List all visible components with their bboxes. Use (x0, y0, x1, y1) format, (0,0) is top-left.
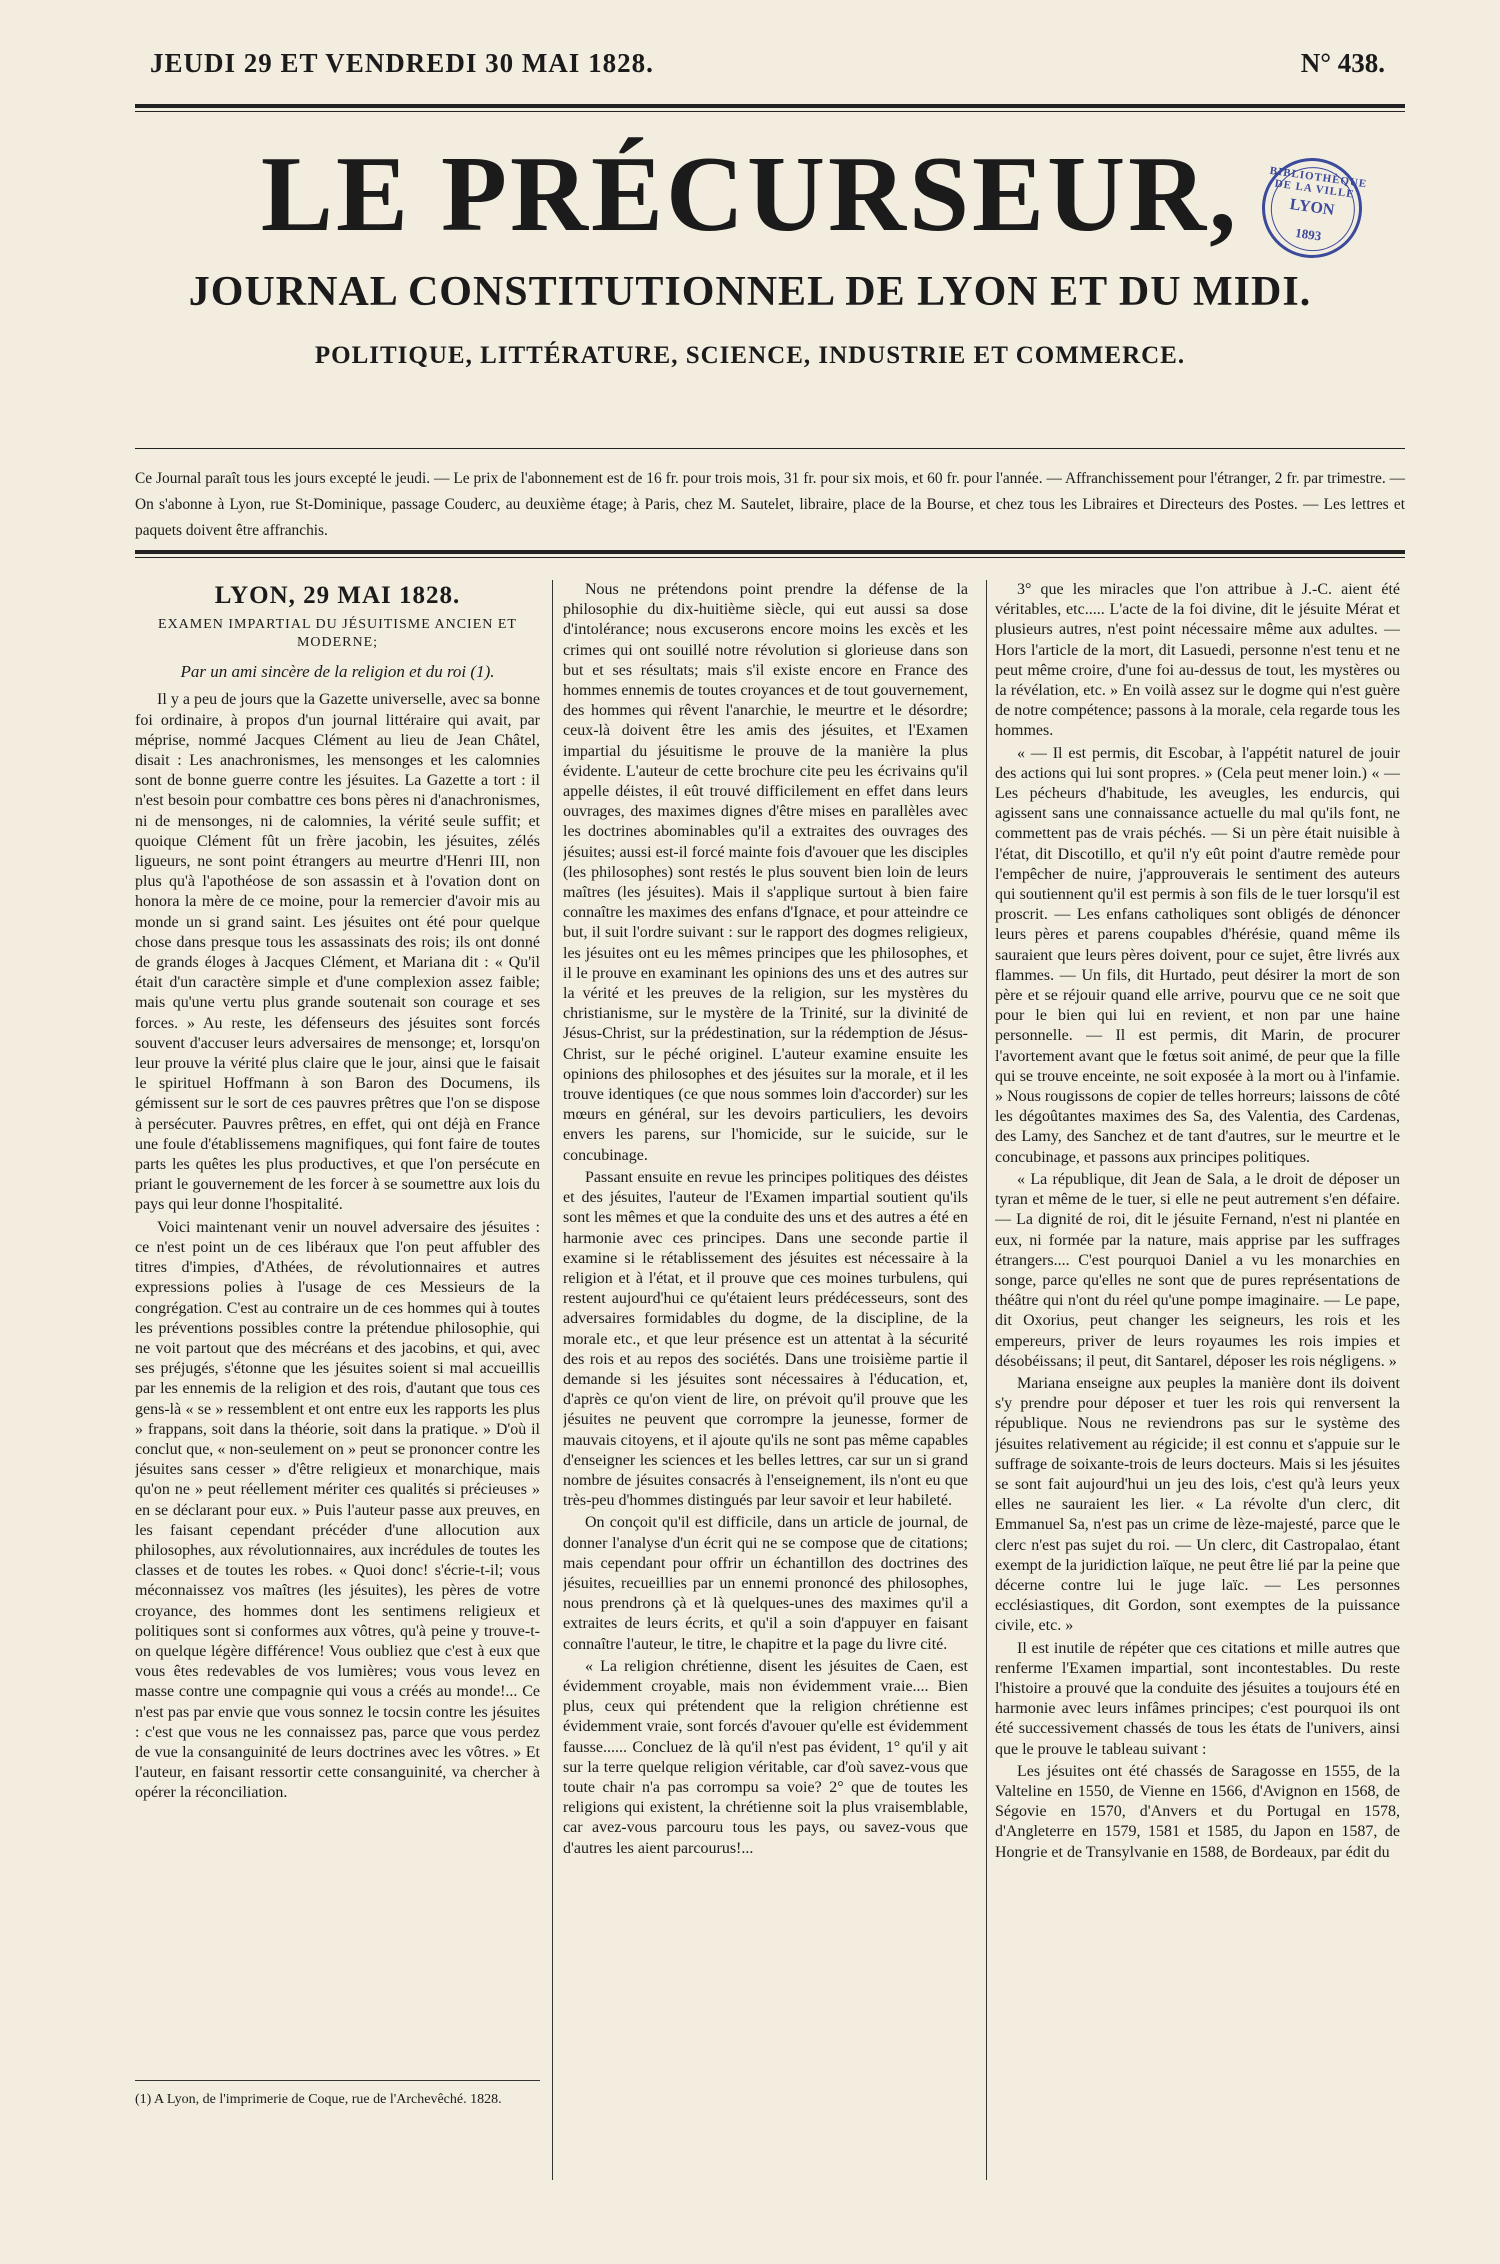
article-byline: Par un ami sincère de la religion et du roi (1). (180, 662, 495, 682)
top-rule (135, 104, 1405, 108)
newspaper-subtitle: JOURNAL CONSTITUTIONNEL DE LYON ET DU MIDI. (188, 269, 1312, 315)
paragraph: Nous ne prétendons point prendre la défense de la philosophie du dix-huitième siècle, qui eut aussi sa dose d'intolérance; nous excuserons encore moins les excès et les crimes qui ont souillé notre révolution si glorieuse dans son but et ses résultats; mais s'il existe encore en France des hommes ennemis de toutes croyances et de tout gouvernement, des hommes qui rêvent l'anarchie, le meurtre et le désordre; ceux-là doivent être les amis des jésuites, et l'Examen impartial du jésuitisme le prouve de la manière la plus évidente. L'auteur de cette brochure cite peu les écrivains qu'il appelle déistes, il eût trouvé difficilement en effet dans leurs ouvrages, des maximes dignes d'être mises en parallèles avec les doctrines abominables qu'il a extraites des ouvrages des jésuites; aussi est-il forcé mainte fois d'avouer que les disciples (les philosophes) sont restés le plus souvent bien loin de leurs maîtres (les jésuites). Mais il s'applique surtout à bien faire connaître les maximes des enfans d'Ignace, et pour atteindre ce but, il suit l'ordre suivant : sur le rapport des dogmes religieux, les jésuites ont eu les mêmes principes que les philosophes, et il le prouve en examinant les opinions des uns et des autres sur la vérité et les preuves de la religion, sur les mystères du christianisme, sur le mystère de la Trinité, sur la divinité de Jésus-Christ, sur la prédestination, sur la rédemption de Jésus-Christ, sur le péché originel. L'auteur examine ensuite les opinions des philosophes et des jésuites sur la morale, et il les trouve identiques (ce que nous sommes loin d'accorder) sur les mœurs en général, sur les devoirs particuliers, les devoirs envers les parens, sur l'homicide, sur le suicide, sur le concubinage. (563, 581, 968, 1164)
stamp-text-top: BIBLIOTHÈQUE DE LA VILLE (1268, 164, 1368, 201)
column-divider (552, 580, 553, 2180)
paragraph: « La république, dit Jean de Sala, a le droit de déposer un tyran et même de le tuer, si elle ne peut autrement s'en défaire. — La dignité de roi, dit le jésuite Fernand, n'est ni plantée en eux, ni formée par la nature, mais apprise par les suffrages étrangers.... C'est pourquoi Daniel a vu les monarchies en songe, parce qu'elles ne sont que de pures représentations de théâtre qui n'ont du réel qu'une pompe imaginaire. — Le pape, dit Oxorius, peut changer les seigneurs, les rois et les empereurs, priver de leurs royaumes les rois impies et désobéissans; il peut, dit Santarel, déposer les rois négligens. » (995, 1170, 1400, 1370)
newspaper-title: LE PRÉCURSEUR, (260, 135, 1240, 254)
paragraph: Passant ensuite en revue les principes politiques des déistes et des jésuites, l'auteur de l'Examen impartial soutient qu'ils sont les mêmes et que la conduite des uns et des autres a été en harmonie avec ces principes. Dans une seconde partie il examine si le rétablissement des jésuites est nécessaire à la religion et à l'état, et il prouve que ces moines turbulens, qui restent aujourd'hui ce qu'étaient leurs prédécesseurs, sont des adversaires formidables du dogme, de la discipline, de la morale etc., et que leur présence est un attentat à la sécurité des rois et au repos des sociétés. Dans une troisième partie il demande si les jésuites sont nécessaires à l'éducation, et, d'après ce qu'on vient de lire, on prévoit qu'il prouve que les jésuites ne peuvent que corrompre la jeunesse, former de mauvais citoyens, et il ajoute qu'ils ne sont pas même capables d'enseigner les sciences et les belles lettres, car sur un si grand nombre de jésuites consacrés à l'enseignement, ils n'ont eu que très-peu d'hommes distingués par leur savoir et leur habileté. (563, 1168, 968, 1510)
issue-date: JEUDI 29 ET VENDREDI 30 MAI 1828. (150, 48, 654, 78)
paragraph: 3° que les miracles que l'on attribue à J.-C. aient été véritables, etc..... L'acte de la foi divine, dit le jésuite Mérat et plusieurs autres, n'est point nécessaire même aux adultes. — Hors l'article de la mort, dit Lasuedi, personne n'est tenu et ne peut même croire, d'une foi au-dessus de tout, les mystères ou la révélation, etc. » En voilà assez sur le dogme qui n'est guère de notre compétence; passons à la morale, cela regarde tous les hommes. (995, 581, 1400, 740)
issue-number: N° 438. (1300, 48, 1385, 78)
notice-rule-top (135, 448, 1405, 449)
column-1 (135, 580, 540, 2180)
paragraph: Voici maintenant venir un nouvel adversaire des jésuites : ce n'est point un de ces libéraux que l'on peut affubler des titres d'impies, d'Athées, de révolutionnaires et autres expressions polies à l'usage de ces Messieurs de la congrégation. C'est au contraire un de ces hommes qui à toutes les préventions possibles contre la prétendue philosophie, qui ne voit partout que des mécréans et des jacobins, et qui, avec ses préjugés, s'étonne que les jésuites soient si mal accueillis par les ennemis de la religion et des rois, d'autant que tous ces gens-là « se » ressemblent et ont entre eux les rapports les plus » frappans, soit dans la théorie, soit dans la pratique. » D'où il conclut que, « non-seulement on » peut se prononcer contre les jésuites sans cesser » d'être religieux et monarchique, mais qu'on ne » peut réellement mériter ces qualités si précieuses » en se déclarant pour eux. » Puis l'auteur passe aux preuves, en les faisant cependant précéder d'une allocution aux philosophes, aux révolutionnaires, aux incrédules de toutes les classes et de toutes les robes. « Quoi donc! s'écrie-t-il; vous méconnaissez vos maîtres (les jésuites), les pères de votre croyance, des hommes dont les sentimens religieux et politiques sont si conformes aux vôtres, qu'à peine y trouve-t-on quelque légère différence! Vous oubliez que c'est à eux que vous êtes redevables de vos lumières; vous vous levez en masse contre une compagnie qui vous a créés au monde!... Ce n'est pas par envie que vous sonnez le tocsin contre les jésuites : c'est que vous ne les connaissez pas, parce que vous perdez de vue la consanguinité de leurs doctrines avec les vôtres. » Et l'auteur, en faisant ressortir cette consanguinité, va chercher à opérer la réconciliation. (135, 1218, 540, 1802)
paragraph: Il y a peu de jours que la Gazette universelle, avec sa bonne foi ordinaire, à propos d'un journal littéraire qui avait, par méprise, nommé Jacques Clément au lieu de Jean Châtel, disait : Les anachronismes, les mensonges et les calomnies sont de bonne guerre contre les jésuites. La Gazette a tort : il n'est besoin pour combattre ces bons pères ni d'anachronismes, ni de mensonges, ni de calomnies, la vérité seule suffit; et quoique Clément fût un frère jacobin, les jésuites, zélés ligueurs, ne sont point étrangers au meurtre d'Henri III, non plus qu'à l'apothéose de son assassin et à l'ovation dont on honora la mère de ce moine, pour la remercier d'avoir mis au monde un si grand saint. Les jésuites ont été pour quelque chose dans presque tous les assassinats des rois; ils ont donné de grands éloges à Jacques Clément, et Mariana dit : « Qu'il était d'un caractère simple et d'une complexion assez faible; mais qu'une vertu plus grande soutenait son courage et ses forces. » Au reste, les défenseurs des jésuites sont forcés souvent d'accuser leurs adversaires de mensonge; et, lorsqu'on leur prouve la vérité plus claire que le jour, ainsi que le faisait le spirituel Hoffmann à son Baron des Documens, ils gémissent sur le sort de ces pauvres prêtres que l'on se dispose à persécuter. Pauvres prêtres, en effet, qui ont déjà en France une foule d'établissemens magnifiques, qui font faire de toutes parts les quêtes les plus productives, et que l'on persécute en priant le gouvernement de les forcer à se soumettre aux lois du pays qui leur donne l'hospitalité. (135, 691, 540, 1214)
column-divider (986, 580, 987, 2180)
dateline-bar (150, 40, 1385, 90)
stamp-text-year: 1893 (1294, 225, 1323, 244)
subscription-notice: Ce Journal paraît tous les jours excepté le jeudi. — Le prix de l'abonnement est de 16 fr. pour trois mois, 31 fr. pour six mois, et 60 fr. pour l'année. — Affranchissement pour l'étranger, 2 fr. par trimestre. — On s'abonne à Lyon, rue St-Dominique, passage Couderc, au deuxième étage; à Paris, chez M. Sautelet, libraire, place de la Bourse, et chez tous les Libraires et Directeurs des Postes. — Les lettres et paquets doivent être affranchis. (135, 470, 1405, 539)
notice-rule-bottom-thin (135, 557, 1405, 558)
paragraph: Il est inutile de répéter que ces citations et mille autres que renferme l'Examen impartial, sont incontestables. Du reste l'histoire a prouvé que la conduite des jésuites a toujours été en harmonie avec leurs infâmes principes; c'est pourquoi ils ont été successivement chassés de tous les états de l'univers, ainsi que le prouve le tableau suivant : (995, 1639, 1400, 1758)
stamp-text-city: LYON (1288, 195, 1336, 220)
column-3 (995, 580, 1400, 2180)
newspaper-tagline: POLITIQUE, LITTÉRATURE, SCIENCE, INDUSTRIE ET COMMERCE. (314, 342, 1186, 369)
notice-rule-bottom (135, 550, 1405, 554)
column-2 (563, 580, 968, 2180)
article-heading: EXAMEN IMPARTIAL DU JÉSUITISME ANCIEN ET MODERNE; (158, 617, 517, 651)
article-dateline: LYON, 29 MAI 1828. (214, 582, 461, 609)
paragraph: « La religion chrétienne, disent les jésuites de Caen, est évidemment croyable, mais non évidemment vraie.... Bien plus, ceux qui prétendent que la religion chrétienne est évidemment vraie, sont forcés d'avouer qu'elle est évidemment fausse...... Concluez de là qu'il n'est pas évident, 1° qu'il y ait sur la terre quelque religion véritable, car d'où savez-vous que toute chair n'a pas corrompu sa voie? 2° que de toutes les religions qui existent, la chrétienne soit la plus vraisemblable, car avez-vous parcouru tous les pays, ou savez-vous que d'autres les aient parcourus!... (563, 1657, 968, 1857)
paragraph: Les jésuites ont été chassés de Saragosse en 1555, de la Valteline en 1550, de Vienne en 1566, d'Avignon en 1568, de Ségovie en 1570, d'Anvers et du Portugal en 1578, d'Angleterre en 1579, 1581 et 1585, du Japon en 1587, de Hongrie et de Transylvanie en 1588, de Bordeaux, par édit du (995, 1762, 1400, 1861)
footnote: (1) A Lyon, de l'imprimerie de Coque, rue de l'Archevêché. 1828. (135, 2080, 540, 2109)
paragraph: « — Il est permis, dit Escobar, à l'appétit naturel de jouir des actions qui lui sont propres. » (Cela peut mener loin.) « — Les pécheurs d'habitude, les aveugles, les endurcis, qui agissent sans une connaissance actuelle du mal qu'ils font, ne commettent pas de vrais péchés. — Si un père était nuisible à l'état, dit Discotillo, et qu'il n'y eût point d'autre remède pour l'empêcher de nuire, j'approuverais le sentiment des auteurs qui soutiennent qu'il est permis à son fils de le tuer lorsqu'il est proscrit. — Les enfans catholiques sont obligés de dénoncer leurs pères et parens coupables d'hérésie, quand même ils sauraient que leurs pères doivent, pour ce sujet, être livrés aux flammes. — Un fils, dit Hurtado, peut désirer la mort de son père et se réjouir quand elle arrive, pourvu que ce ne soit que pour le bien qui lui en revient, et non par une haine personnelle. — Il est permis, dit Marin, de procurer l'avortement avant que le fœtus soit animé, de peur que la fille qui se trouve enceinte, ne soit exposée à la mort ou à l'infamie. » Nous rougissons de copier de telles horreurs; laissons de côté les dégoûtantes maximes des Sa, des Valentia, des Cardenas, des Lamy, des Sanchez et de tant d'autres, sur le meurtre et le concubinage, et passons aux principes politiques. (995, 744, 1400, 1166)
top-rule-thin (135, 111, 1405, 112)
paragraph: Mariana enseigne aux peuples la manière dont ils doivent s'y prendre pour déposer et tuer les rois qui renversent la république. Nous ne reviendrons pas sur le système des jésuites relativement au régicide; il est connu et s'appuie sur le suffrage de soixante-trois de leurs docteurs. Mais si les jésuites se sont fait aujourd'hui un jeu des lois, c'est qu'à leurs yeux elles ne sauraient les lier. « La révolte d'un clerc, dit Emmanuel Sa, n'est pas un crime de lèze-majesté, parce que le clerc n'est pas sujet du roi. — Un clerc, dit Castropalao, étant exempt de la juridiction laïque, ne peut être lié par la peine que décerne contre lui le juge laïc. — Les personnes ecclésiastiques, dit Gordon, sont exemptes de la puissance civile, etc. » (995, 1374, 1400, 1635)
paragraph: On conçoit qu'il est difficile, dans un article de journal, de donner l'analyse d'un écrit qui ne se compose que de citations; mais cependant pour offrir un échantillon des doctrines des jésuites, recueillies par un ennemi prononcé des philosophes, nous prendrons çà et là quelques-unes des maximes qu'il a extraites de leurs écrits, et qu'il a soin d'appuyer en faisant connaître l'auteur, le titre, le chapitre et la page du livre cité. (563, 1514, 968, 1653)
article-columns (135, 580, 1405, 2180)
